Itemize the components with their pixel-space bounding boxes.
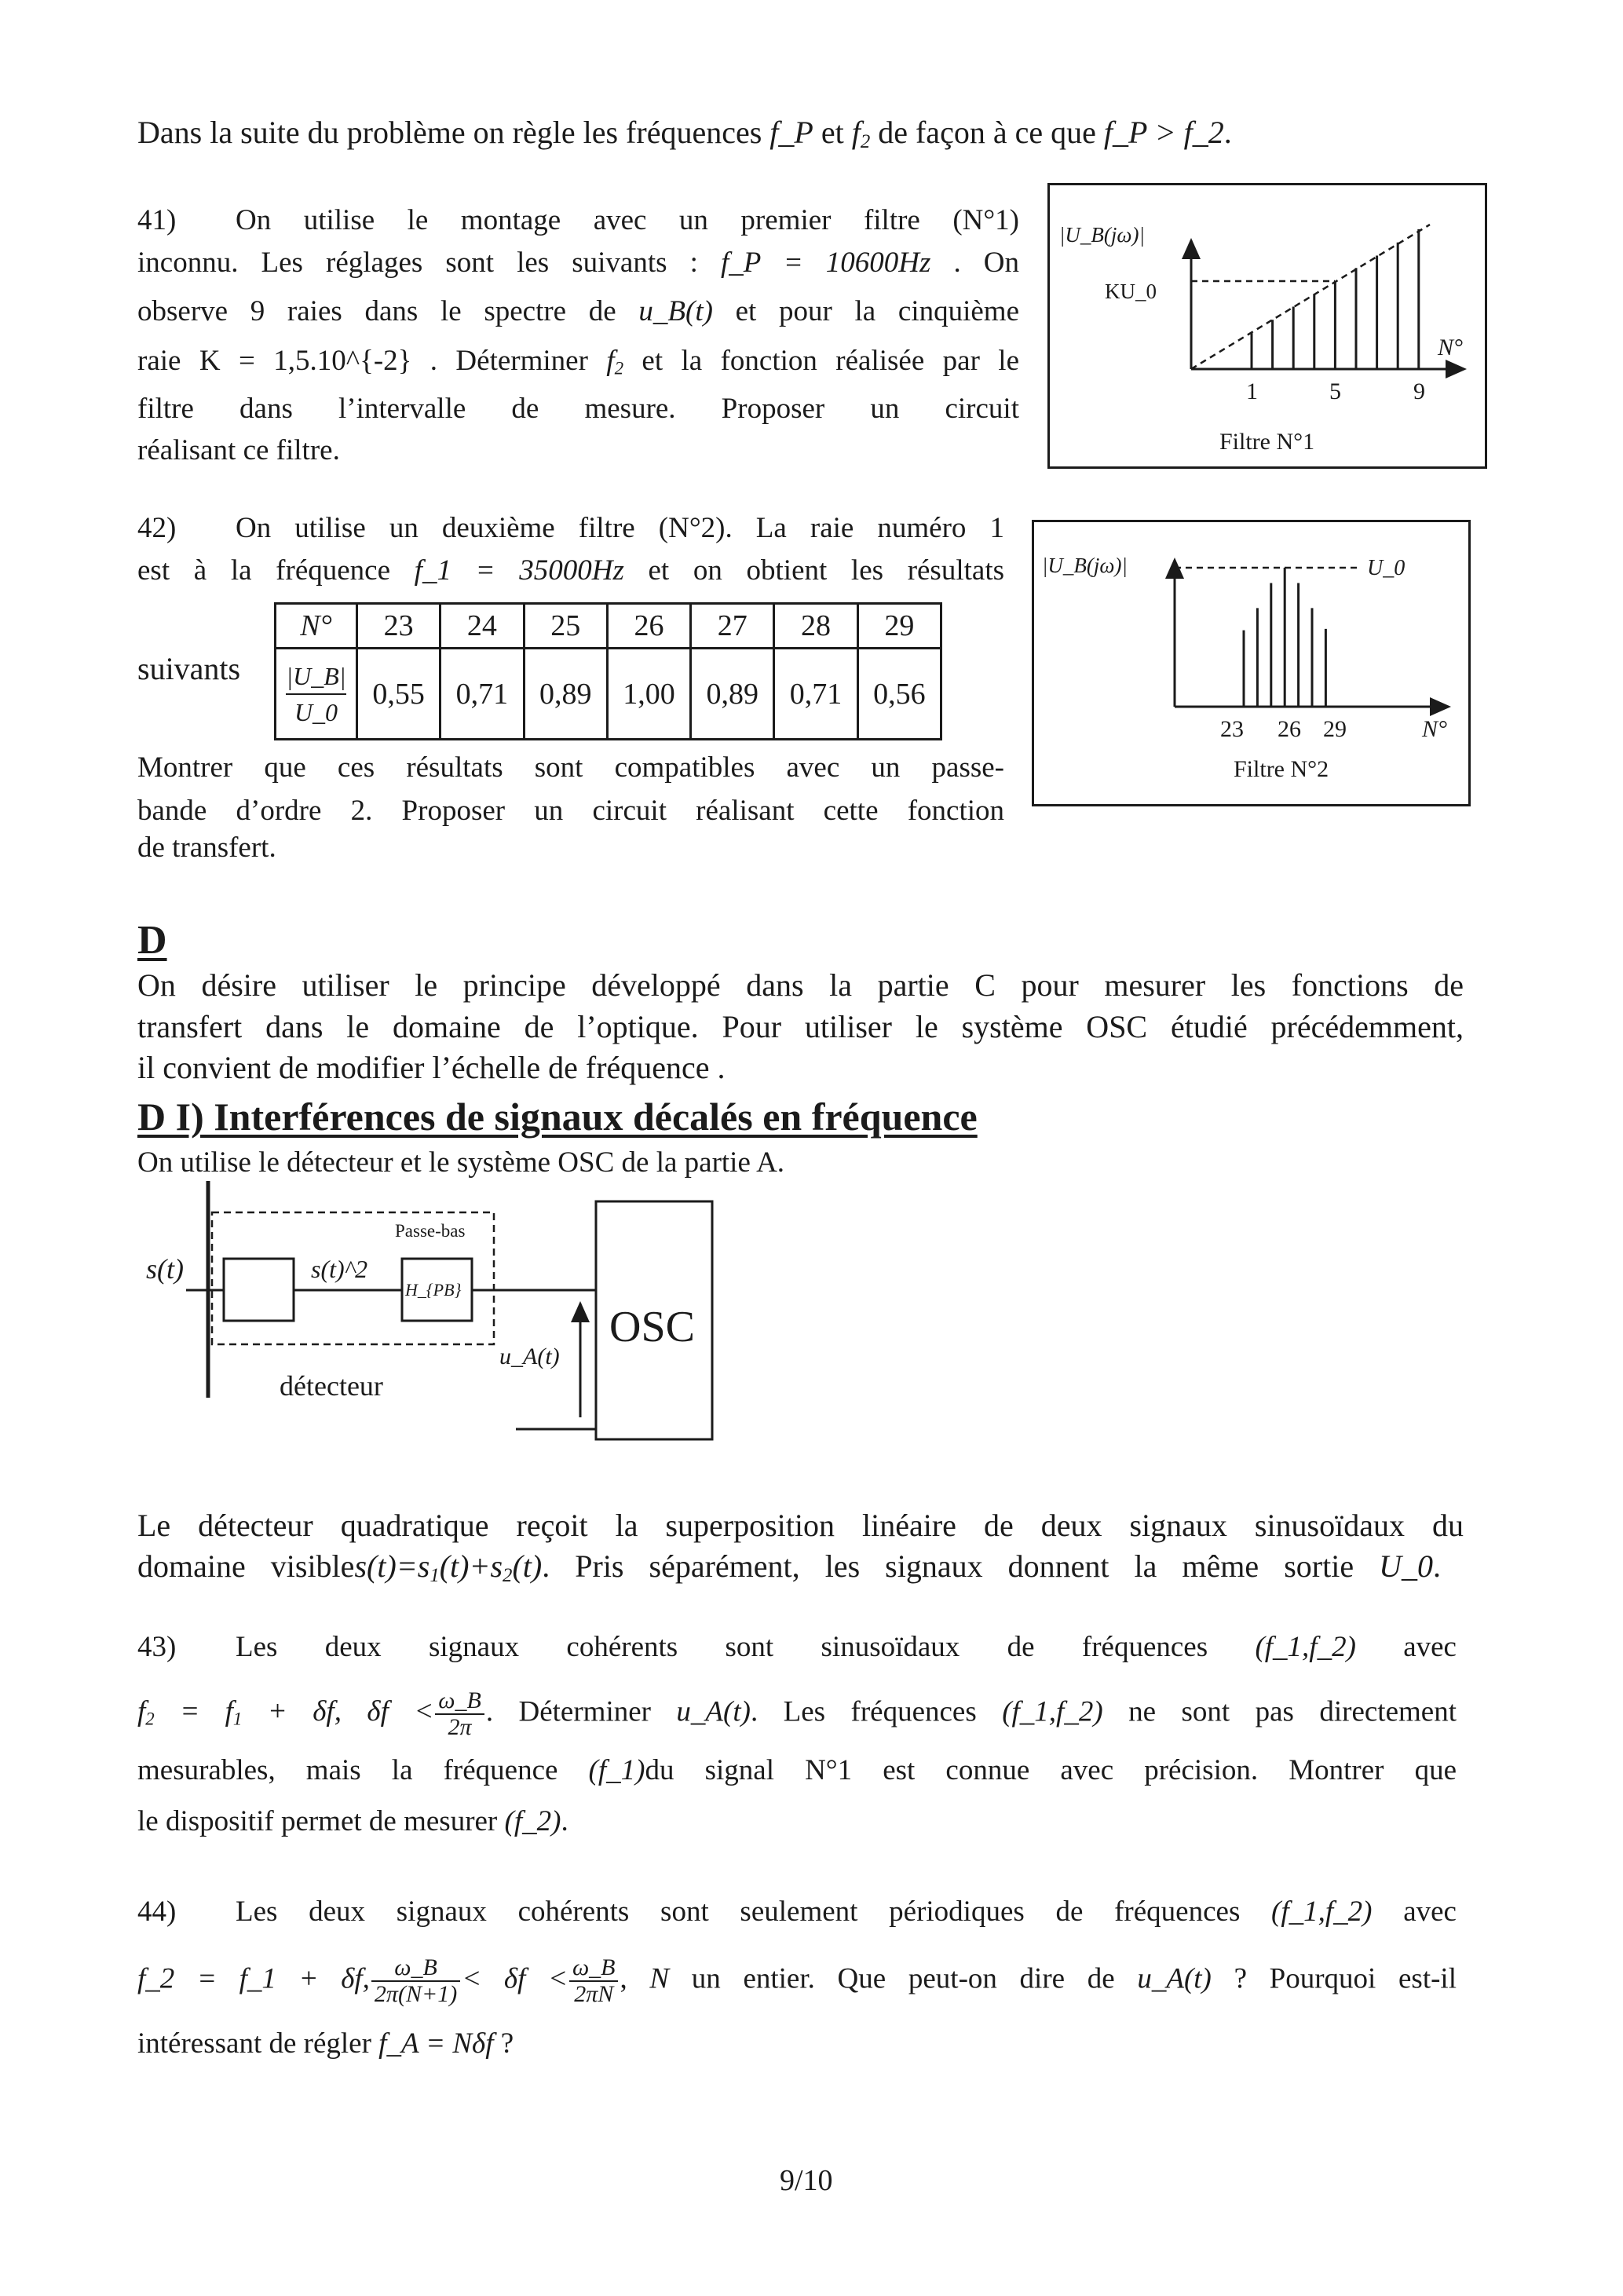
input-signal-label: s(t) (146, 1253, 184, 1285)
fraction (569, 1955, 619, 2007)
math: K = 1,5.10^{-2} (199, 345, 412, 377)
q42-line: Montrer que ces résultats sont compatibles avec un passe- (137, 751, 1004, 784)
math: f_P (769, 115, 813, 150)
table-cell: 0,89 (691, 649, 774, 740)
intro-line (137, 113, 1472, 152)
fraction (371, 1955, 460, 2007)
text: de façon à ce que (870, 115, 1104, 150)
page-number: 9/10 (780, 2164, 833, 2197)
text: filtre dans l’intervalle de mesure. Proposer un circuit (137, 393, 1019, 425)
text: inconnu. Les réglages sont les suivants : (137, 247, 721, 279)
question-number: 41) (137, 204, 177, 236)
fraction-denominator: 2π (448, 1714, 472, 1740)
q42-line (137, 509, 1004, 548)
math: $s(t)=s_1(t)+s_2(t)$ (354, 1548, 543, 1587)
text: et pour la cinquième (712, 295, 1019, 327)
paragraph-line: On utilise le détecteur et le système OSC de la partie A. (137, 1146, 785, 1179)
q42-line: bande d’ordre 2. Proposer un circuit réalisant cette fonction (137, 795, 1004, 827)
lowpass-label: Passe-bas (395, 1221, 466, 1241)
math: < δf < (462, 1962, 568, 1995)
fraction-numerator: ω_B (435, 1688, 484, 1715)
table-cell: 23 (357, 604, 440, 649)
q41-line (137, 342, 1019, 381)
text: observe 9 raies dans le spectre de (137, 295, 639, 327)
tick-label: 9 (1413, 378, 1425, 404)
tick-label: 29 (1323, 716, 1347, 742)
math: f_A = Nδf (378, 2027, 494, 2060)
fraction-numerator: ω_B (371, 1955, 460, 1982)
text: Les deux signaux cohérents sont sinusoïdaux de fréquences (236, 1631, 1256, 1663)
text: ? (493, 2027, 514, 2060)
osc-label: OSC (609, 1303, 695, 1351)
text: . (1433, 1548, 1441, 1584)
table-cell: 28 (774, 604, 857, 649)
q41-line (137, 243, 1019, 283)
math: (f_1,f_2) (1271, 1896, 1373, 1928)
table-header (276, 649, 357, 740)
text: réalisant ce filtre. (137, 434, 340, 466)
text: avec (1372, 1896, 1457, 1928)
math: u_B(t) (638, 295, 713, 327)
table-cell: 0,55 (357, 649, 440, 740)
q42-line (137, 551, 1004, 590)
math: (f_2) (504, 1805, 561, 1837)
table-cell: 25 (524, 604, 607, 649)
q44-line (137, 1892, 1457, 1932)
text: ne sont pas directement (1102, 1695, 1457, 1728)
q43-line (137, 1687, 1457, 1740)
table-header: N° (276, 604, 357, 649)
tick-label: 5 (1329, 378, 1341, 404)
math: (f_1) (588, 1754, 645, 1786)
text: . Pris séparément, les signaux donnent la même sortie (542, 1548, 1380, 1584)
table-cell: 26 (607, 604, 690, 649)
table-cell: 0,71 (774, 649, 857, 740)
paragraph-line: Le détecteur quadratique reçoit la superposition linéaire de deux signaux sinusoïdaux du (137, 1508, 1464, 1543)
detector-label: détecteur (280, 1370, 383, 1402)
fraction-denominator: 2π(N+1) (374, 1981, 458, 2007)
text: du signal N°1 est connue avec précision. Montrer que (645, 1754, 1457, 1786)
filter-label: H_{PB} (405, 1280, 462, 1300)
table-row (276, 649, 941, 740)
text: On utilise un deuxième filtre (N°2). La raie numéro 1 (236, 512, 1004, 544)
output-voltage-label: u_A(t) (499, 1344, 560, 1369)
fraction-denominator: 2πN (574, 1981, 614, 2007)
q42-line: de transfert. (137, 832, 276, 864)
detector-circuit-diagram (133, 1170, 730, 1461)
table-cell: 0,71 (440, 649, 524, 740)
tick-label: 1 (1246, 378, 1258, 404)
figure-caption: Filtre N°1 (1219, 429, 1315, 455)
text: et on obtient les résultats (623, 554, 1004, 587)
paragraph-line: il convient de modifier l’échelle de fréquence . (137, 1050, 726, 1085)
math: (f_1,f_2) (1002, 1695, 1103, 1728)
math: $f_2$ (606, 345, 624, 378)
x-axis-label: N° (1438, 335, 1464, 360)
text: Les deux signaux cohérents sont seulement périodiques de fréquences (236, 1896, 1272, 1928)
q44-line (137, 1954, 1457, 2007)
question-number: 42) (137, 512, 177, 544)
text: raie (137, 345, 199, 377)
table-cell: 0,89 (524, 649, 607, 740)
paragraph-line: transfert dans le domaine de l’optique. Pour utiliser le système OSC étudié précédemment, (137, 1009, 1464, 1044)
question-number: 43) (137, 1631, 177, 1663)
y-axis-label: |U_B(jω)| (1059, 223, 1145, 247)
text: avec (1355, 1631, 1457, 1663)
text: ? Pourquoi est-il (1211, 1962, 1457, 1995)
text: le dispositif permet de mesurer (137, 1805, 505, 1837)
question-number: 44) (137, 1896, 177, 1928)
text: domaine visible (137, 1548, 355, 1584)
q43-line (137, 1751, 1457, 1790)
table-cell: 27 (691, 604, 774, 649)
measurements-table (274, 602, 942, 740)
q41-line (137, 201, 1019, 240)
math: $f_2 = f_1 + \delta f$, δf < (137, 1695, 434, 1730)
text: . Les fréquences (750, 1695, 1003, 1728)
math: f_P = 10600Hz (720, 247, 931, 279)
level-label: KU_0 (1105, 280, 1157, 303)
fraction-numerator: |U_B| (286, 659, 345, 695)
table-cell: 1,00 (607, 649, 690, 740)
math: $f_2$ (851, 115, 871, 153)
squaring-block (224, 1259, 294, 1321)
text: . Déterminer (411, 345, 607, 377)
trend-line (1191, 225, 1430, 369)
figure-caption: Filtre N°2 (1234, 756, 1329, 782)
q43-line (137, 1628, 1457, 1667)
text: un entier. Que peut-on dire de (669, 1962, 1138, 1995)
squared-signal-label: s(t)^2 (311, 1255, 368, 1283)
text: Dans la suite du problème on règle les fréquences (137, 115, 770, 150)
section-heading-d: D (137, 918, 167, 963)
section-heading-d1: D I) Interférences de signaux décalés en fréquence (137, 1095, 978, 1139)
figure-filter-1 (1047, 183, 1487, 469)
paragraph-line (137, 1547, 1441, 1586)
level-label: U_0 (1367, 556, 1406, 580)
text: . On (930, 247, 1019, 279)
text: , (620, 1962, 650, 1995)
math: f_1 = 35000Hz (414, 554, 624, 587)
y-axis-label: |U_B(jω)| (1042, 554, 1128, 577)
text: et la fonction réalisée par le (623, 345, 1019, 377)
text: . (1223, 115, 1232, 150)
table-cell: 29 (857, 604, 941, 649)
x-axis-label: N° (1422, 716, 1448, 742)
text: On utilise le montage avec un premier filtre (N°1) (236, 204, 1019, 236)
paragraph-line: On désire utiliser le principe développé dans la partie C pour mesurer les fonctions de (137, 967, 1464, 1003)
text: mesurables, mais la fréquence (137, 1754, 589, 1786)
fraction (435, 1688, 484, 1740)
math: u_A(t) (1137, 1962, 1212, 1995)
fraction-denominator: U_0 (294, 698, 338, 726)
math: f_P > f_2 (1103, 115, 1224, 150)
q41-line (137, 389, 1019, 429)
text: intéressant de régler (137, 2027, 379, 2060)
math: u_A(t) (676, 1695, 751, 1728)
text: est à la fréquence (137, 554, 415, 587)
table-cell: 0,56 (857, 649, 941, 740)
table-row (276, 604, 941, 649)
q41-line (137, 292, 1019, 331)
math: N (649, 1962, 670, 1995)
table-cell: 24 (440, 604, 524, 649)
q41-line (137, 431, 1019, 470)
math: (f_1,f_2) (1255, 1631, 1356, 1663)
math: f_2 = f_1 + δf, (137, 1962, 370, 1995)
tick-label: 26 (1278, 716, 1301, 742)
fraction-numerator: ω_B (569, 1955, 619, 1982)
math: U_0 (1379, 1548, 1433, 1584)
q43-line (137, 1802, 568, 1841)
text: . Déterminer (485, 1695, 677, 1728)
text: . (561, 1805, 568, 1837)
figure-filter-2 (1032, 520, 1471, 806)
text: et (813, 115, 852, 150)
tick-label: 23 (1220, 716, 1244, 742)
text: suivants (137, 651, 241, 686)
q44-line (137, 2024, 514, 2064)
